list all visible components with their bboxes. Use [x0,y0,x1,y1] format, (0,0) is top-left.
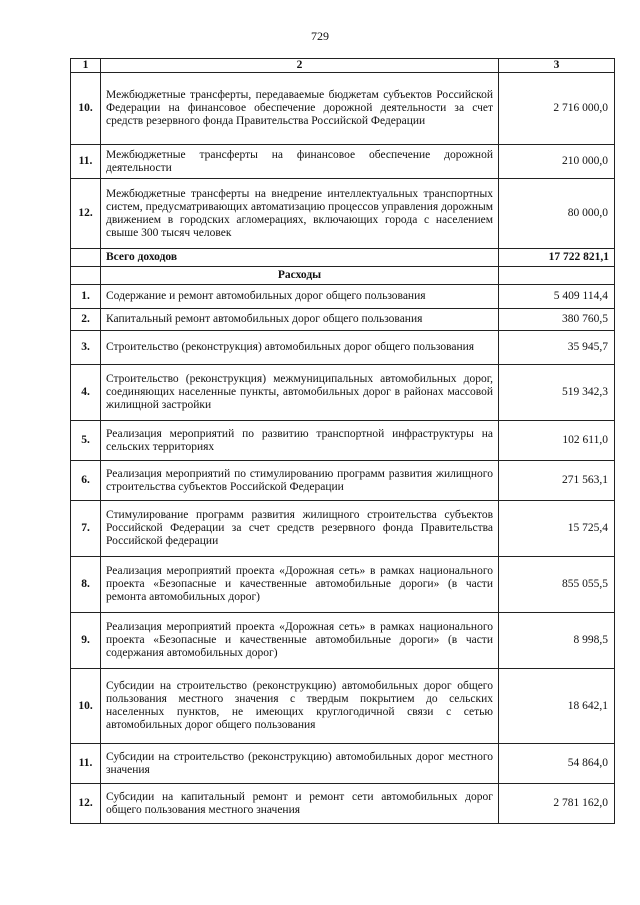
expense-row-amount: 271 563,1 [499,461,615,501]
expense-row [71,613,615,669]
expense-row-number: 3. [71,331,101,365]
income-row [71,179,615,249]
expenses-title-row [71,267,615,285]
expense-row-number: 4. [71,365,101,421]
expense-row-amount: 18 642,1 [499,669,615,744]
expense-row [71,331,615,365]
total-num-cell [71,249,101,267]
expense-row [71,309,615,331]
expense-row-number: 7. [71,501,101,557]
total-value: 17 722 821,1 [499,249,615,267]
header-col-1: 1 [71,59,101,73]
expense-row-amount: 519 342,3 [499,365,615,421]
expense-row [71,744,615,784]
total-label: Всего доходов [101,249,499,267]
expense-row-number: 9. [71,613,101,669]
income-row-description: Межбюджетные трансферты, передаваемые бюджетам субъектов Российской Федерации на финансовое обеспечение дорожной деятельности за счет средств резервного фонда Правительства Российской Федерации [101,73,499,145]
expense-row-amount: 5 409 114,4 [499,285,615,309]
expense-row-description: Строительство (реконструкция) межмуниципальных автомобильных дорог, соединяющих населенные пункты, автомобильных дорог в районах массовой жилищной застройки [101,365,499,421]
expense-row-number: 8. [71,557,101,613]
income-row-amount: 210 000,0 [499,145,615,179]
expense-row-number: 11. [71,744,101,784]
expenses-title: Расходы [101,267,499,285]
expenses-value-cell [499,267,615,285]
expense-row-amount: 54 864,0 [499,744,615,784]
expense-row-amount: 2 781 162,0 [499,784,615,824]
expense-row [71,501,615,557]
expense-row [71,784,615,824]
expense-row [71,421,615,461]
expense-row-amount: 102 611,0 [499,421,615,461]
expense-row-description: Субсидии на строительство (реконструкцию) автомобильных дорог общего пользования местного значения с твердым покрытием до сельских населенных пунктов, не имеющих круглогодичной связи с сетью автомобильных дорог общего пользования [101,669,499,744]
expense-row-description: Реализация мероприятий по развитию транспортной инфраструктуры на сельских территориях [101,421,499,461]
expense-row-description: Реализация мероприятий по стимулированию программ развития жилищного строительства субъектов Российской Федерации [101,461,499,501]
expense-row-description: Реализация мероприятий проекта «Дорожная сеть» в рамках национального проекта «Безопасные и качественные автомобильные дороги» (в части ремонта автомобильных дорог) [101,557,499,613]
income-row-description: Межбюджетные трансферты на внедрение интеллектуальных транспортных систем, предусматривающих автоматизацию процессов управления дорожным движением в городских агломерациях, включающих города с населением свыше 300 тысяч человек [101,179,499,249]
header-col-2: 2 [101,59,499,73]
expenses-num-cell [71,267,101,285]
expense-section [71,285,615,824]
expense-row [71,557,615,613]
income-row-number: 10. [71,73,101,145]
expense-row-description: Содержание и ремонт автомобильных дорог общего пользования [101,285,499,309]
income-row-number: 12. [71,179,101,249]
total-row [71,249,615,267]
expense-row [71,365,615,421]
budget-table [70,58,615,824]
expense-row-description: Реализация мероприятий проекта «Дорожная сеть» в рамках национального проекта «Безопасные и качественные автомобильные дороги» (в части содержания автомобильных дорог) [101,613,499,669]
income-section [71,73,615,249]
total-section [71,249,615,285]
expense-row-number: 6. [71,461,101,501]
expense-row-amount: 15 725,4 [499,501,615,557]
expense-row-amount: 855 055,5 [499,557,615,613]
income-row [71,145,615,179]
expense-row [71,669,615,744]
expense-row-number: 12. [71,784,101,824]
expense-row-amount: 8 998,5 [499,613,615,669]
income-row-description: Межбюджетные трансферты на финансовое обеспечение дорожной деятельности [101,145,499,179]
income-row-amount: 80 000,0 [499,179,615,249]
income-row-number: 11. [71,145,101,179]
expense-row-number: 10. [71,669,101,744]
expense-row-description: Субсидии на строительство (реконструкцию) автомобильных дорог местного значения [101,744,499,784]
expense-row-description: Субсидии на капитальный ремонт и ремонт сети автомобильных дорог общего пользования местного значения [101,784,499,824]
page-number: 729 [311,29,329,43]
expense-row-number: 5. [71,421,101,461]
expense-row-description: Стимулирование программ развития жилищного строительства субъектов Российской Федерации за счет средств резервного фонда Правительства Российской федерации [101,501,499,557]
header-col-3: 3 [499,59,615,73]
expense-row-amount: 380 760,5 [499,309,615,331]
expense-row [71,461,615,501]
income-row-amount: 2 716 000,0 [499,73,615,145]
expense-row-description: Капитальный ремонт автомобильных дорог общего пользования [101,309,499,331]
expense-row-amount: 35 945,7 [499,331,615,365]
expense-row-number: 2. [71,309,101,331]
expense-row-description: Строительство (реконструкция) автомобильных дорог общего пользования [101,331,499,365]
income-row [71,73,615,145]
expense-row [71,285,615,309]
header-row [71,59,615,73]
expense-row-number: 1. [71,285,101,309]
